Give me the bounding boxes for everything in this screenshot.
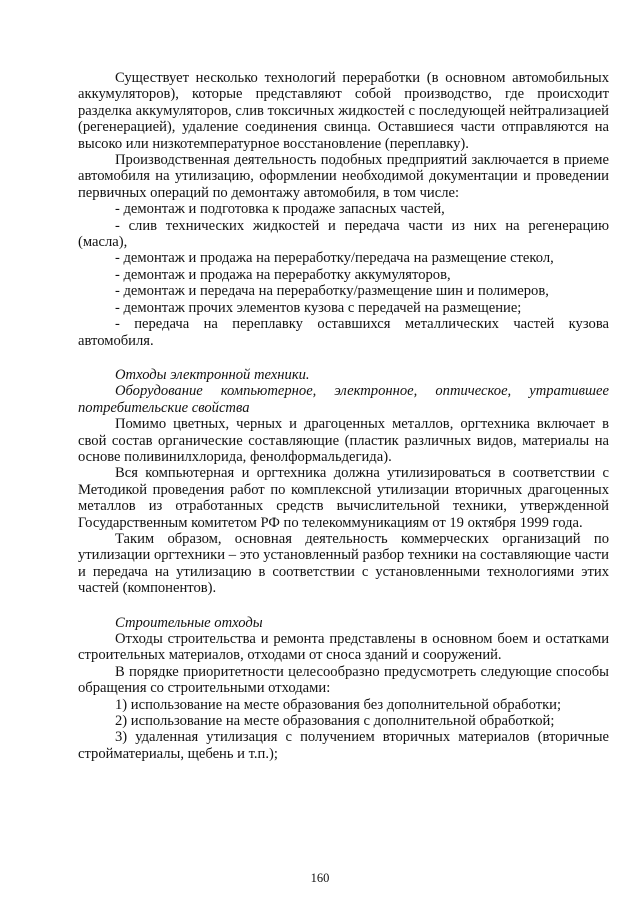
spacer [78, 597, 609, 615]
numbered-item: 1) использование на месте образования без дополнительной обработки; [115, 696, 562, 713]
list-item: - демонтаж и передача на переработку/размещение шин и полимеров, [115, 283, 549, 300]
paragraph: Таким образом, основная деятельность коммерческих организаций по утилизации оргтехники – это установленный разбор техники на составляющие части и передача на утилизацию в соответствии с установленными технологиями этих частей (компонентов). [78, 530, 609, 597]
section-heading-construction: Строительные отходы [115, 614, 263, 631]
list-item: - слив технических жидкостей и передача части из них на регенерацию (масла), [78, 217, 609, 251]
spacer [78, 349, 609, 367]
paragraph: Помимо цветных, черных и драгоценных металлов, оргтехника включает в свой состав органические составляющие (пластик различных видов, материалы на основе поливинилхлорида, фенолформальдегида). [78, 416, 609, 465]
list-item: - демонтаж и продажа на переработку/передача на размещение стекол, [115, 250, 554, 267]
list-item: - демонтаж и подготовка к продаже запасных частей, [115, 201, 445, 218]
paragraph: Вся компьютерная и оргтехника должна утилизироваться в соответствии с Методикой проведения работ по комплексной утилизации вторичных драгоценных металлов из отработанных средств вычислительной техники, утвержденной Государственным комитетом РФ по телекоммуникациям от 19 октября 1999 года. [78, 465, 609, 531]
section-heading-electronics: Отходы электронной техники. [115, 366, 310, 383]
section-subheading-electronics: Оборудование компьютерное, электронное, оптическое, утратившее потребительские свойства [78, 383, 609, 416]
page-number: 160 [310, 871, 330, 885]
paragraph: Отходы строительства и ремонта представлены в основном боем и остатками строительных материалов, отходами от сноса зданий и сооружений. [78, 631, 609, 664]
list-item: - демонтаж прочих элементов кузова с передачей на размещение; [115, 299, 522, 316]
paragraph: Существует несколько технологий переработки (в основном автомобильных аккумуляторов), которые представляют собой производство, где происходит разделка аккумуляторов, слив токсичных жидкостей с последующей нейтрализацией (регенерацией), удаление соединения свинца. Оставшиеся части отправляются на высоко или низкотемпературное восстановление (переплавку). [78, 70, 609, 152]
list-item: - передача на переплавку оставшихся металлических частей кузова автомобиля. [78, 316, 609, 349]
paragraph: Производственная деятельность подобных предприятий заключается в приеме автомобиля на утилизацию, оформлении необходимой документации и проведении первичных операций по демонтажу автомобиля, в том числе: [78, 152, 609, 201]
numbered-item: 2) использование на месте образования с дополнительной обработкой; [115, 713, 555, 730]
paragraph: В порядке приоритетности целесообразно предусмотреть следующие способы обращения со строительными отходами: [78, 663, 609, 697]
list-item: - демонтаж и продажа на переработку аккумуляторов, [115, 266, 451, 283]
numbered-item: 3) удаленная утилизация с получением вторичных материалов (вторичные стройматериалы, щебень и т.п.); [78, 729, 609, 762]
document-page [78, 70, 609, 762]
